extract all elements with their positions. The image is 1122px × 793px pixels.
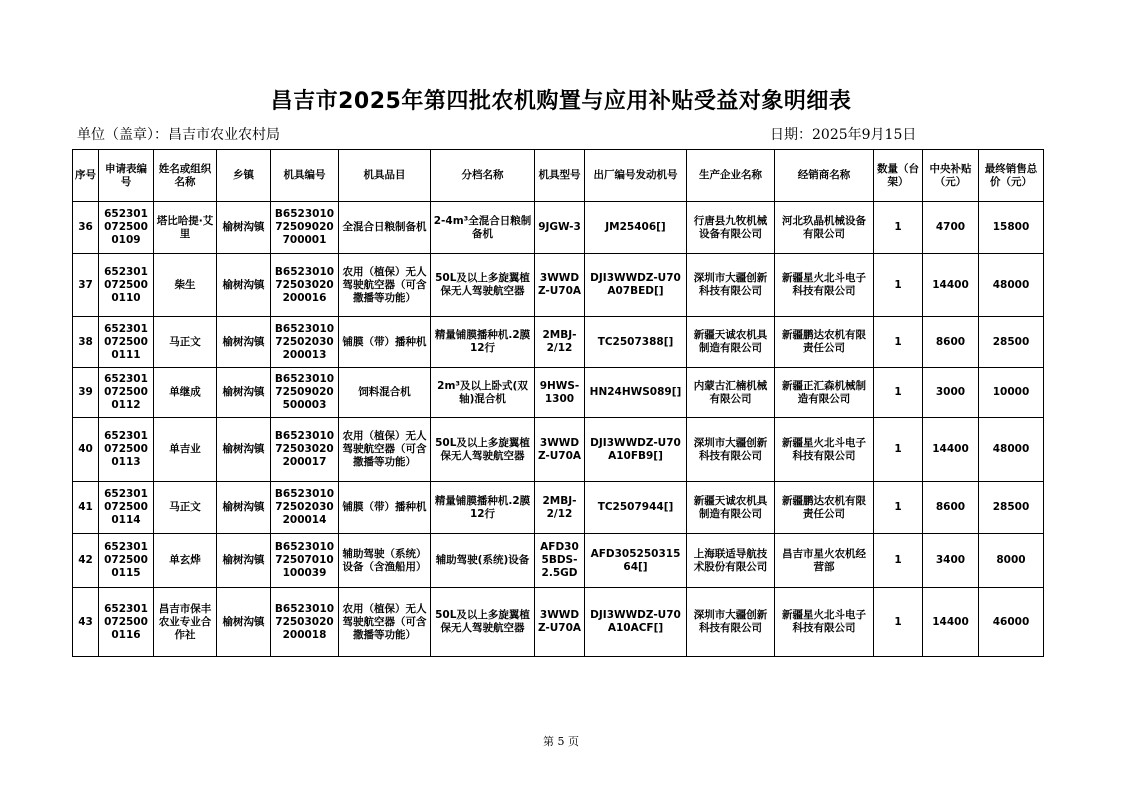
cell-name: 柴生 [154, 254, 217, 317]
col-header-item: 机具品目 [339, 150, 431, 202]
cell-town: 榆树沟镇 [217, 254, 271, 317]
cell-subsidy: 4700 [923, 202, 979, 254]
cell-serial: JM25406[] [585, 202, 687, 254]
beneficiary-table [72, 149, 1044, 657]
cell-machine-no: B652301072502030200013 [271, 317, 339, 368]
col-header-no: 序号 [73, 150, 99, 202]
cell-maker: 深圳市大疆创新科技有限公司 [687, 254, 775, 317]
cell-machine-no: B652301072509020500003 [271, 368, 339, 418]
cell-grade: 50L及以上多旋翼植保无人驾驶航空器 [431, 588, 535, 657]
cell-town: 榆树沟镇 [217, 534, 271, 588]
col-header-name: 姓名或组织名称 [154, 150, 217, 202]
cell-dealer: 新疆正汇森机械制造有限公司 [775, 368, 874, 418]
cell-subsidy: 8600 [923, 482, 979, 534]
cell-serial: DJI3WWDZ-U70A10FB9[] [585, 418, 687, 482]
cell-grade: 2m³及以上卧式(双轴)混合机 [431, 368, 535, 418]
cell-no: 37 [73, 254, 99, 317]
col-header-qty: 数量（台架） [874, 150, 923, 202]
cell-quantity: 1 [874, 254, 923, 317]
cell-application-no: 6523010725000114 [99, 482, 154, 534]
cell-quantity: 1 [874, 368, 923, 418]
cell-model: 2MBJ-2/12 [535, 482, 585, 534]
cell-item: 农用（植保）无人驾驶航空器（可含撒播等功能） [339, 418, 431, 482]
cell-town: 榆树沟镇 [217, 368, 271, 418]
col-header-price: 最终销售总价（元） [979, 150, 1044, 202]
cell-item: 全混合日粮制备机 [339, 202, 431, 254]
cell-subsidy: 14400 [923, 588, 979, 657]
cell-no: 40 [73, 418, 99, 482]
cell-model: AFD305BDS-2.5GD [535, 534, 585, 588]
cell-model: 3WWDZ-U70A [535, 588, 585, 657]
cell-maker: 深圳市大疆创新科技有限公司 [687, 588, 775, 657]
cell-subsidy: 14400 [923, 418, 979, 482]
cell-model: 3WWDZ-U70A [535, 418, 585, 482]
cell-price: 15800 [979, 202, 1044, 254]
cell-town: 榆树沟镇 [217, 317, 271, 368]
cell-application-no: 6523010725000112 [99, 368, 154, 418]
cell-town: 榆树沟镇 [217, 202, 271, 254]
cell-town: 榆树沟镇 [217, 588, 271, 657]
unit-label: 单位（盖章）：昌吉市农业农村局 [77, 127, 280, 143]
col-header-dealer: 经销商名称 [775, 150, 874, 202]
table-row [73, 482, 1044, 534]
table-row [73, 368, 1044, 418]
cell-subsidy: 3400 [923, 534, 979, 588]
cell-town: 榆树沟镇 [217, 482, 271, 534]
cell-maker: 内蒙古汇楠机械有限公司 [687, 368, 775, 418]
page-number: 第 5 页 [543, 735, 579, 748]
cell-grade: 精量铺膜播种机.2膜12行 [431, 317, 535, 368]
cell-item: 农用（植保）无人驾驶航空器（可含撒播等功能） [339, 254, 431, 317]
cell-serial: TC2507944[] [585, 482, 687, 534]
cell-dealer: 新疆鹏达农机有限责任公司 [775, 317, 874, 368]
cell-no: 42 [73, 534, 99, 588]
cell-quantity: 1 [874, 482, 923, 534]
table-row [73, 254, 1044, 317]
col-header-app: 申请表编号 [99, 150, 154, 202]
col-header-mach: 机具编号 [271, 150, 339, 202]
cell-model: 2MBJ-2/12 [535, 317, 585, 368]
col-header-subsidy: 中央补贴（元） [923, 150, 979, 202]
cell-maker: 新疆天诚农机具制造有限公司 [687, 482, 775, 534]
table-row [73, 202, 1044, 254]
cell-dealer: 河北玖晶机械设备有限公司 [775, 202, 874, 254]
cell-item: 饲料混合机 [339, 368, 431, 418]
cell-item: 铺膜（带）播种机 [339, 482, 431, 534]
cell-price: 10000 [979, 368, 1044, 418]
cell-machine-no: B652301072502030200014 [271, 482, 339, 534]
cell-item: 铺膜（带）播种机 [339, 317, 431, 368]
cell-quantity: 1 [874, 418, 923, 482]
cell-machine-no: B652301072507010100039 [271, 534, 339, 588]
cell-application-no: 6523010725000109 [99, 202, 154, 254]
cell-no: 38 [73, 317, 99, 368]
cell-no: 43 [73, 588, 99, 657]
cell-price: 48000 [979, 254, 1044, 317]
cell-name: 单继成 [154, 368, 217, 418]
cell-name: 马正文 [154, 317, 217, 368]
cell-name: 昌吉市保丰农业专业合作社 [154, 588, 217, 657]
cell-dealer: 昌吉市星火农机经营部 [775, 534, 874, 588]
cell-maker: 深圳市大疆创新科技有限公司 [687, 418, 775, 482]
cell-serial: DJI3WWDZ-U70A10ACF[] [585, 588, 687, 657]
cell-model: 9JGW-3 [535, 202, 585, 254]
cell-machine-no: B652301072509020700001 [271, 202, 339, 254]
cell-serial: HN24HWS089[] [585, 368, 687, 418]
cell-model: 3WWDZ-U70A [535, 254, 585, 317]
cell-name: 单吉业 [154, 418, 217, 482]
cell-subsidy: 8600 [923, 317, 979, 368]
cell-grade: 50L及以上多旋翼植保无人驾驶航空器 [431, 254, 535, 317]
cell-serial: AFD30525031564[] [585, 534, 687, 588]
cell-quantity: 1 [874, 534, 923, 588]
cell-dealer: 新疆星火北斗电子科技有限公司 [775, 588, 874, 657]
cell-maker: 行唐县九牧机械设备有限公司 [687, 202, 775, 254]
table-body [73, 202, 1044, 657]
cell-quantity: 1 [874, 317, 923, 368]
col-header-maker: 生产企业名称 [687, 150, 775, 202]
cell-town: 榆树沟镇 [217, 418, 271, 482]
table-row [73, 534, 1044, 588]
cell-no: 36 [73, 202, 99, 254]
cell-name: 马正文 [154, 482, 217, 534]
cell-application-no: 6523010725000110 [99, 254, 154, 317]
cell-grade: 50L及以上多旋翼植保无人驾驶航空器 [431, 418, 535, 482]
cell-subsidy: 14400 [923, 254, 979, 317]
cell-price: 46000 [979, 588, 1044, 657]
table-row [73, 588, 1044, 657]
cell-machine-no: B652301072503020200016 [271, 254, 339, 317]
col-header-model: 机具型号 [535, 150, 585, 202]
cell-quantity: 1 [874, 588, 923, 657]
cell-application-no: 6523010725000115 [99, 534, 154, 588]
cell-serial: TC2507388[] [585, 317, 687, 368]
cell-dealer: 新疆鹏达农机有限责任公司 [775, 482, 874, 534]
cell-item: 农用（植保）无人驾驶航空器（可含撒播等功能） [339, 588, 431, 657]
cell-price: 8000 [979, 534, 1044, 588]
cell-quantity: 1 [874, 202, 923, 254]
cell-no: 41 [73, 482, 99, 534]
cell-grade: 2-4m³全混合日粮制备机 [431, 202, 535, 254]
col-header-town: 乡镇 [217, 150, 271, 202]
header-row [73, 150, 1044, 202]
cell-grade: 精量铺膜播种机.2膜12行 [431, 482, 535, 534]
cell-price: 28500 [979, 482, 1044, 534]
cell-name: 单玄烨 [154, 534, 217, 588]
cell-price: 28500 [979, 317, 1044, 368]
col-header-grade: 分档名称 [431, 150, 535, 202]
col-header-serial: 出厂编号发动机号 [585, 150, 687, 202]
table-row [73, 317, 1044, 368]
cell-application-no: 6523010725000111 [99, 317, 154, 368]
cell-application-no: 6523010725000113 [99, 418, 154, 482]
cell-serial: DJI3WWDZ-U70A07BED[] [585, 254, 687, 317]
cell-maker: 上海联适导航技术股份有限公司 [687, 534, 775, 588]
cell-machine-no: B652301072503020200018 [271, 588, 339, 657]
cell-dealer: 新疆星火北斗电子科技有限公司 [775, 254, 874, 317]
cell-price: 48000 [979, 418, 1044, 482]
cell-application-no: 6523010725000116 [99, 588, 154, 657]
cell-model: 9HWS-1300 [535, 368, 585, 418]
cell-grade: 辅助驾驶(系统)设备 [431, 534, 535, 588]
table-row [73, 418, 1044, 482]
cell-item: 辅助驾驶（系统）设备（含渔船用） [339, 534, 431, 588]
cell-machine-no: B652301072503020200017 [271, 418, 339, 482]
cell-subsidy: 3000 [923, 368, 979, 418]
cell-name: 塔比哈提·艾里 [154, 202, 217, 254]
cell-no: 39 [73, 368, 99, 418]
cell-maker: 新疆天诚农机具制造有限公司 [687, 317, 775, 368]
cell-dealer: 新疆星火北斗电子科技有限公司 [775, 418, 874, 482]
date-label: 日期：2025年9月15日 [770, 127, 917, 143]
page-title: 昌吉市2025年第四批农机购置与应用补贴受益对象明细表 [270, 89, 852, 114]
